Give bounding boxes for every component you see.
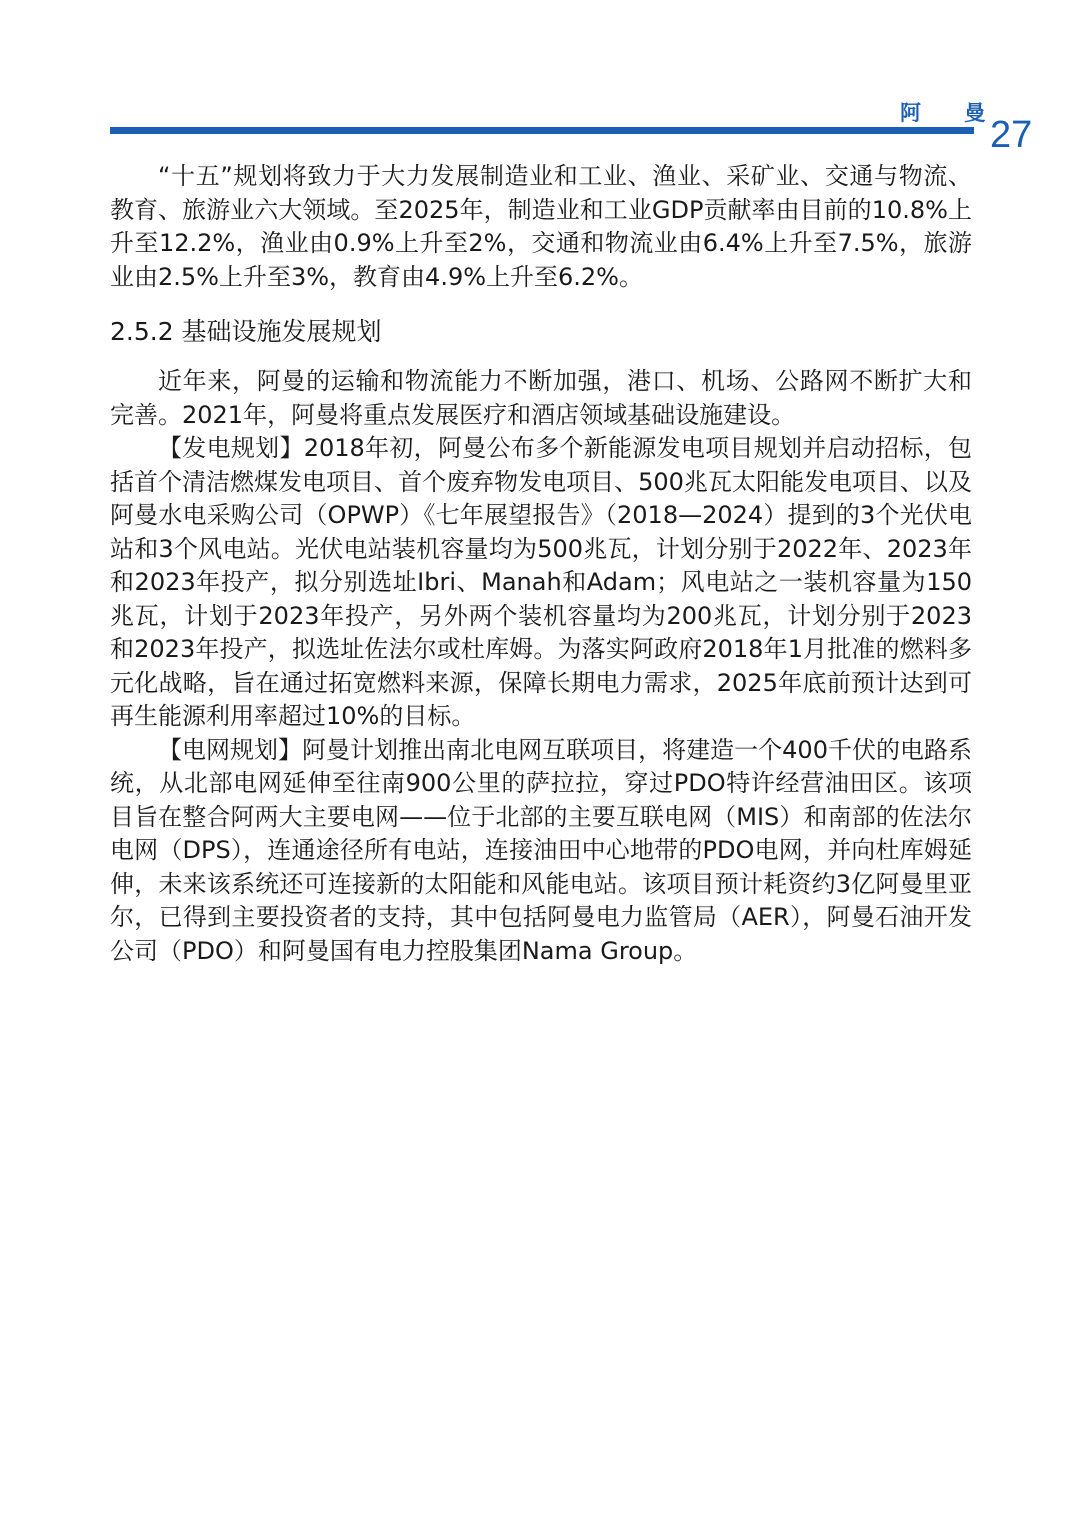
power-generation-tag: 【发电规划】 [158,434,304,462]
paragraph-power-grid [110,734,972,969]
power-grid-tag: 【电网规划】 [158,735,303,764]
section-heading: 2.5.2 基础设施发展规划 [110,317,382,346]
body-content [110,160,972,968]
page-number: 27 [990,114,1033,156]
header-rule [110,127,974,134]
paragraph-power-generation [110,432,972,734]
running-header-country: 阿 曼 [900,101,1004,125]
paragraph-infrastructure-intro: 近年来，阿曼的运输和物流能力不断加强，港口、机场、公路网不断扩大和完善。2021年，阿曼将重点发展医疗和酒店领域基础设施建设。 [110,367,972,429]
power-grid-text: 阿曼计划推出南北电网互联项目，将建造一个400千伏的电路系统，从北部电网延伸至往南900公里的萨拉拉，穿过PDO特许经营油田区。该项目旨在整合阿两大主要电网——位于北部的主要互联电网（MIS）和南部的佐法尔电网（DPS），连通途径所有电站，连接油田中心地带的PDO电网，并向杜库姆延伸，未来该系统还可连接新的太阳能和风能电站。该项目预计耗资约3亿阿曼里亚尔，已得到主要投资者的支持，其中包括阿曼电力监管局（AER），阿曼石油开发公司（PDO）和阿曼国有电力控股集团Nama Group。 [110,735,973,965]
power-generation-text: 2018年初，阿曼公布多个新能源发电项目规划并启动招标，包括首个清洁燃煤发电项目、首个废弃物发电项目、500兆瓦太阳能发电项目、以及阿曼水电采购公司（OPWP）《七年展望报告》（2018—2024）提到的3个光伏电站和3个风电站。光伏电站装机容量均为500兆瓦，计划分别于2022年、2023年和2023年投产，拟分别选址Ibri、Manah和Adam；风电站之一装机容量为150兆瓦，计划于2023年投产，另外两个装机容量均为200兆瓦，计划分别于2023和2023年投产，拟选址佐法尔或杜库姆。为落实阿政府2018年1月批准的燃料多元化战略，旨在通过拓宽燃料来源，保障长期电力需求，2025年底前预计达到可再生能源利用率超过10%的目标。 [110,434,973,730]
paragraph-five-year-plan: “十五”规划将致力于大力发展制造业和工业、渔业、采矿业、交通与物流、教育、旅游业六大领域。至2025年，制造业和工业GDP贡献率由目前的10.8%上升至12.2%，渔业由0.9%上升至2%，交通和物流业由6.4%上升至7.5%，旅游业由2.5%上升至3%，教育由4.9%上升至6.2%。 [110,162,972,291]
